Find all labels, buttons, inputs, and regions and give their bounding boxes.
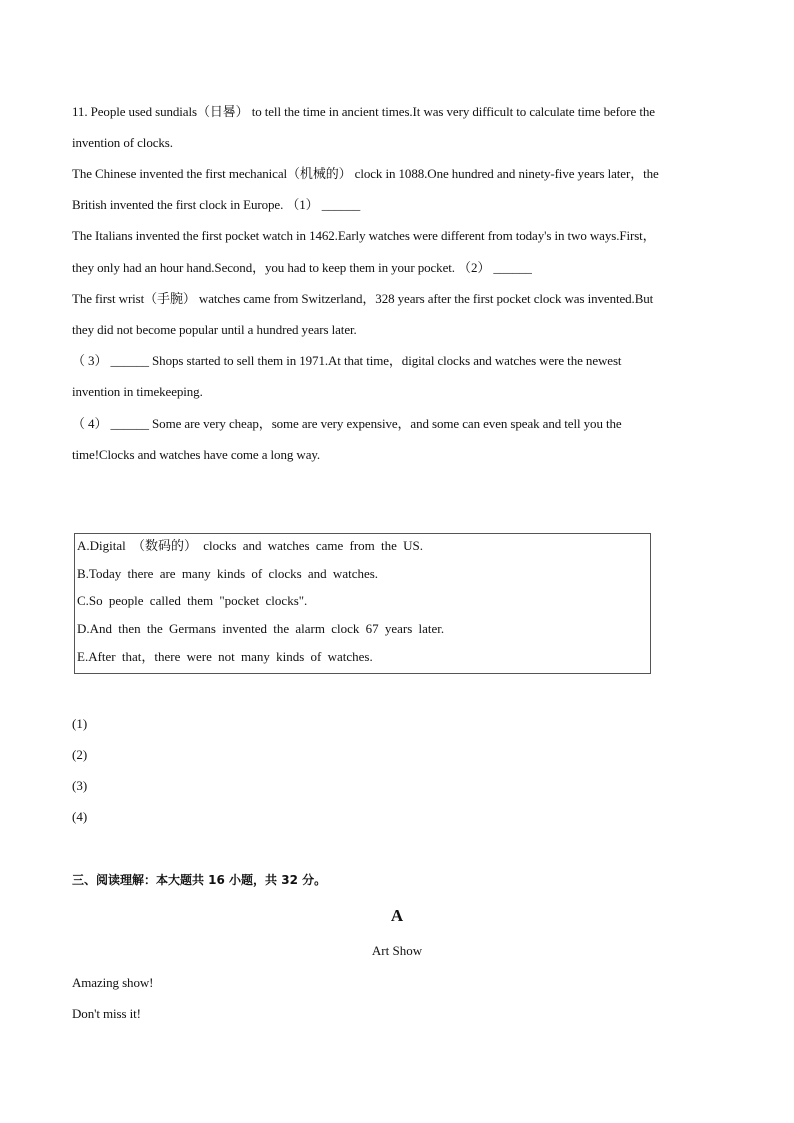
passage-letter: A bbox=[390, 906, 404, 925]
passage-title: Art Show bbox=[371, 943, 423, 958]
question-line: 11. People used sundials（日晷） to tell the time in ancient times.It was very difficult to calculate time before the bbox=[72, 104, 655, 119]
question-line: time!Clocks and watches have come a long way. bbox=[72, 447, 321, 462]
passage-line: Don't miss it! bbox=[72, 1006, 141, 1021]
question-line: invention in timekeeping. bbox=[72, 384, 203, 399]
question-line: they only had an hour hand.Second，you had to keep them in your pocket. （2） ______ bbox=[72, 260, 532, 275]
question-line: invention of clocks. bbox=[72, 135, 173, 150]
answer-blank-3[interactable]: (3) bbox=[72, 778, 88, 793]
answer-blank-1[interactable]: (1) bbox=[72, 716, 88, 731]
question-line: The first wrist（手腕） watches came from Switzerland，328 years after the first pocket clock was invented.But bbox=[72, 291, 654, 306]
question-line: （ 4） ______ Some are very cheap，some are very expensive，and some can even speak and tell you the bbox=[72, 416, 622, 431]
option-e: E.After that，there were not many kinds of watches. bbox=[77, 649, 373, 664]
option-b: B.Today there are many kinds of clocks and watches. bbox=[77, 566, 379, 581]
question-line: British invented the first clock in Europe. （1） ______ bbox=[72, 197, 361, 212]
option-c: C.So people called them "pocket clocks". bbox=[77, 593, 308, 608]
question-line: （ 3） ______ Shops started to sell them in 1971.At that time，digital clocks and watches were the newest bbox=[72, 353, 622, 368]
answer-blank-4[interactable]: (4) bbox=[72, 809, 88, 824]
passage-line: Amazing show! bbox=[72, 975, 154, 990]
question-line: The Chinese invented the first mechanical（机械的） clock in 1088.One hundred and ninety-five years later，the bbox=[72, 166, 659, 181]
options-box bbox=[74, 533, 651, 674]
question-line: The Italians invented the first pocket watch in 1462.Early watches were different from today's in two ways.First， bbox=[72, 228, 656, 243]
option-d: D.And then the Germans invented the alarm clock 67 years later. bbox=[77, 621, 445, 636]
section-heading: 三、阅读理解：本大题共 16 小题，共 32 分。 bbox=[72, 873, 327, 887]
option-a: A.Digital （数码的） clocks and watches came from the US. bbox=[77, 538, 424, 553]
answer-blank-2[interactable]: (2) bbox=[72, 747, 88, 762]
question-line: they did not become popular until a hundred years later. bbox=[72, 322, 357, 337]
